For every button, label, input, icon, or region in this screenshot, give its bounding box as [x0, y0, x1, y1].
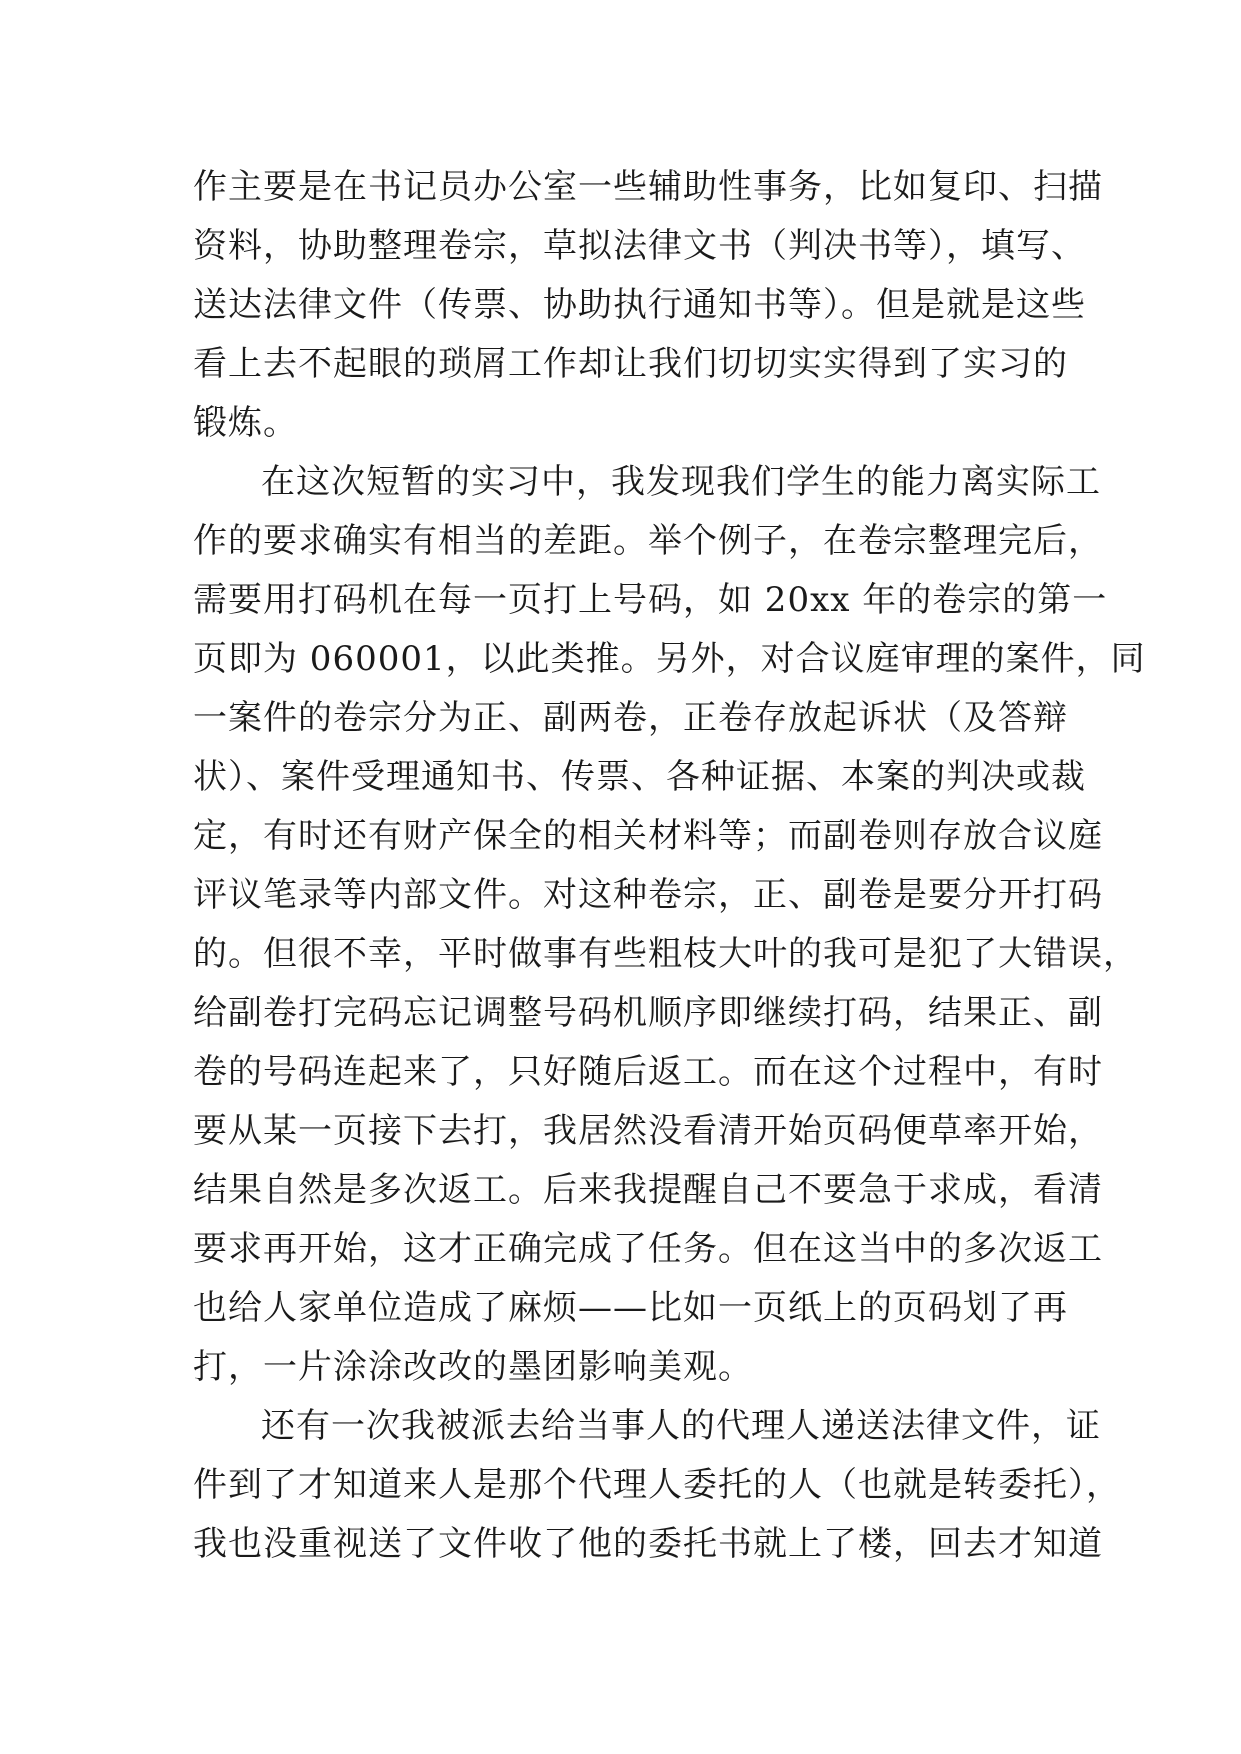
text-line: 给副卷打完码忘记调整号码机顺序即继续打码，结果正、副 [193, 993, 1103, 1033]
text-line: 资料，协助整理卷宗，草拟法律文书（判决书等），填写、 [193, 226, 1086, 266]
body-text [193, 158, 1146, 1574]
text-line: 在这次短暂的实习中，我发现我们学生的能力离实际工 [261, 462, 1101, 502]
text-line: 看上去不起眼的琐屑工作却让我们切切实实得到了实习的 [193, 344, 1068, 384]
text-line: 的。但很不幸，平时做事有些粗枝大叶的我可是犯了大错误， [193, 934, 1138, 974]
text-line: 作主要是在书记员办公室一些辅助性事务，比如复印、扫描 [193, 167, 1103, 207]
text-line: 卷的号码连起来了，只好随后返工。而在这个过程中，有时 [193, 1052, 1103, 1092]
text-line: 页即为 060001，以此类推。另外，对合议庭审理的案件，同 [193, 639, 1146, 679]
text-line: 定，有时还有财产保全的相关材料等；而副卷则存放合议庭 [193, 816, 1103, 856]
text-line: 还有一次我被派去给当事人的代理人递送法律文件，证 [261, 1406, 1101, 1446]
text-line: 锻炼。 [193, 403, 298, 443]
text-line: 也给人家单位造成了麻烦——比如一页纸上的页码划了再 [193, 1288, 1068, 1328]
text-line: 需要用打码机在每一页打上号码，如 20xx 年的卷宗的第一 [193, 580, 1108, 620]
text-line: 打，一片涂涂改改的墨团影响美观。 [193, 1347, 753, 1387]
text-line: 结果自然是多次返工。后来我提醒自己不要急于求成，看清 [193, 1170, 1103, 1210]
text-line: 我也没重视送了文件收了他的委托书就上了楼，回去才知道 [193, 1524, 1103, 1564]
text-line: 要求再开始，这才正确完成了任务。但在这当中的多次返工 [193, 1229, 1103, 1269]
text-line: 要从某一页接下去打，我居然没看清开始页码便草率开始， [193, 1111, 1103, 1151]
text-line: 送达法律文件（传票、协助执行通知书等）。但是就是这些 [193, 285, 1086, 325]
text-line: 一案件的卷宗分为正、副两卷，正卷存放起诉状（及答辩 [193, 698, 1068, 738]
text-line: 评议笔录等内部文件。对这种卷宗，正、副卷是要分开打码 [193, 875, 1103, 915]
text-line: 状）、案件受理通知书、传票、各种证据、本案的判决或裁 [193, 757, 1086, 797]
text-line: 作的要求确实有相当的差距。举个例子，在卷宗整理完后， [193, 521, 1103, 561]
text-line: 件到了才知道来人是那个代理人委托的人（也就是转委托）， [193, 1465, 1121, 1505]
